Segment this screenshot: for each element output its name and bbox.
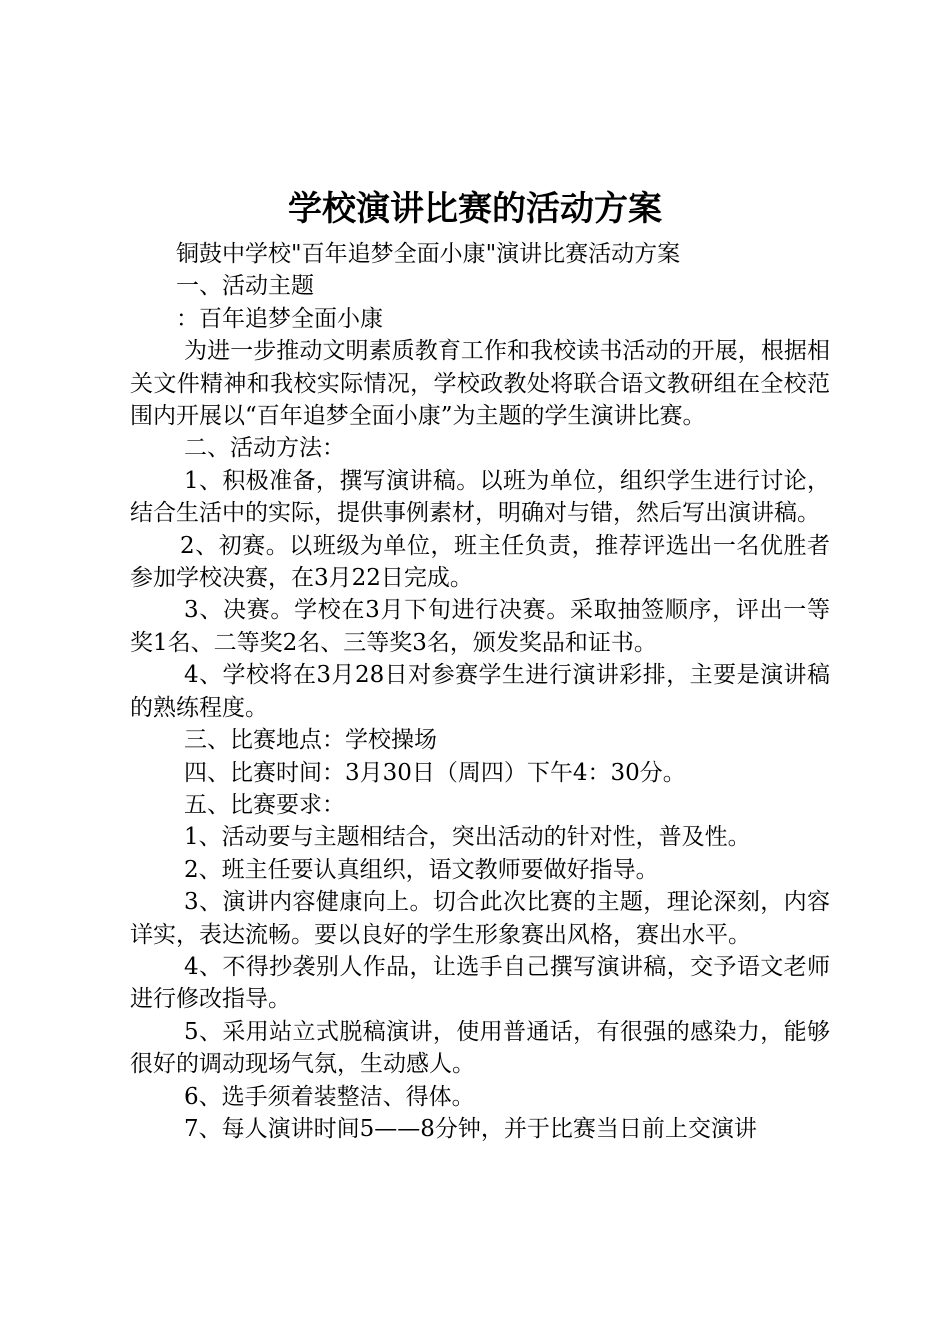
paragraph-section-1-heading: 一、活动主题	[176, 273, 314, 300]
paragraph-subtitle: 铜鼓中学校"百年追梦全面小康"演讲比赛活动方案	[176, 241, 681, 267]
paragraph-method-4: 4、学校将在3月28日对参赛学生进行演讲彩排，主要是演讲稿的熟练程度。	[130, 662, 830, 721]
paragraph-section-2-heading: 二、活动方法：	[184, 435, 345, 462]
paragraph-requirement-3: 3、演讲内容健康向上。切合此次比赛的主题，理论深刻，内容详实，表达流畅。要以良好的学生形象赛出风格，赛出水平。	[130, 889, 830, 948]
paragraph-requirement-6: 6、选手须着装整洁、得体。	[184, 1083, 475, 1110]
paragraph-method-1: 1、积极准备，撰写演讲稿。以班为单位，组织学生进行讨论，结合生活中的实际，提供事例素材，明确对与错，然后写出演讲稿。	[130, 467, 830, 527]
paragraph-requirement-4: 4、不得抄袭别人作品，让选手自己撰写演讲稿，交予语文老师进行修改指导。	[130, 953, 830, 1013]
paragraph-section-5-heading: 五、比赛要求：	[184, 791, 345, 818]
paragraph-purpose: 为进一步推动文明素质教育工作和我校读书活动的开展，根据相关文件精神和我校实际情况，学校政教处将联合语文教研组在全校范围内开展以“百年追梦全面小康”为主题的学生演讲比赛。	[130, 338, 830, 430]
paragraph-requirement-5: 5、采用站立式脱稿演讲，使用普通话，有很强的感染力，能够很好的调动现场气氛，生动感人。	[130, 1018, 830, 1078]
paragraph-requirement-2: 2、班主任要认真组织，语文教师要做好指导。	[184, 856, 659, 883]
paragraph-requirement-7: 7、每人演讲时间5——8分钟，并于比赛当日前上交演讲	[184, 1115, 757, 1142]
document-body	[130, 238, 830, 1145]
paragraph-theme: ：百年追梦全面小康	[176, 305, 383, 332]
paragraph-method-3: 3、决赛。学校在3月下旬进行决赛。采取抽签顺序，评出一等奖1名、二等奖2名、三等奖3名，颁发奖品和证书。	[130, 597, 830, 656]
paragraph-section-3: 三、比赛地点：学校操场	[184, 727, 437, 754]
document-title: 学校演讲比赛的活动方案	[288, 189, 662, 229]
paragraph-method-2: 2、初赛。以班级为单位，班主任负责，推荐评选出一名优胜者参加学校决赛，在3月22日完成。	[130, 532, 830, 592]
paragraph-section-4: 四、比赛时间：3月30日（周四）下午4：30分。	[184, 759, 686, 786]
paragraph-requirement-1: 1、活动要与主题相结合，突出活动的针对性，普及性。	[184, 824, 751, 851]
